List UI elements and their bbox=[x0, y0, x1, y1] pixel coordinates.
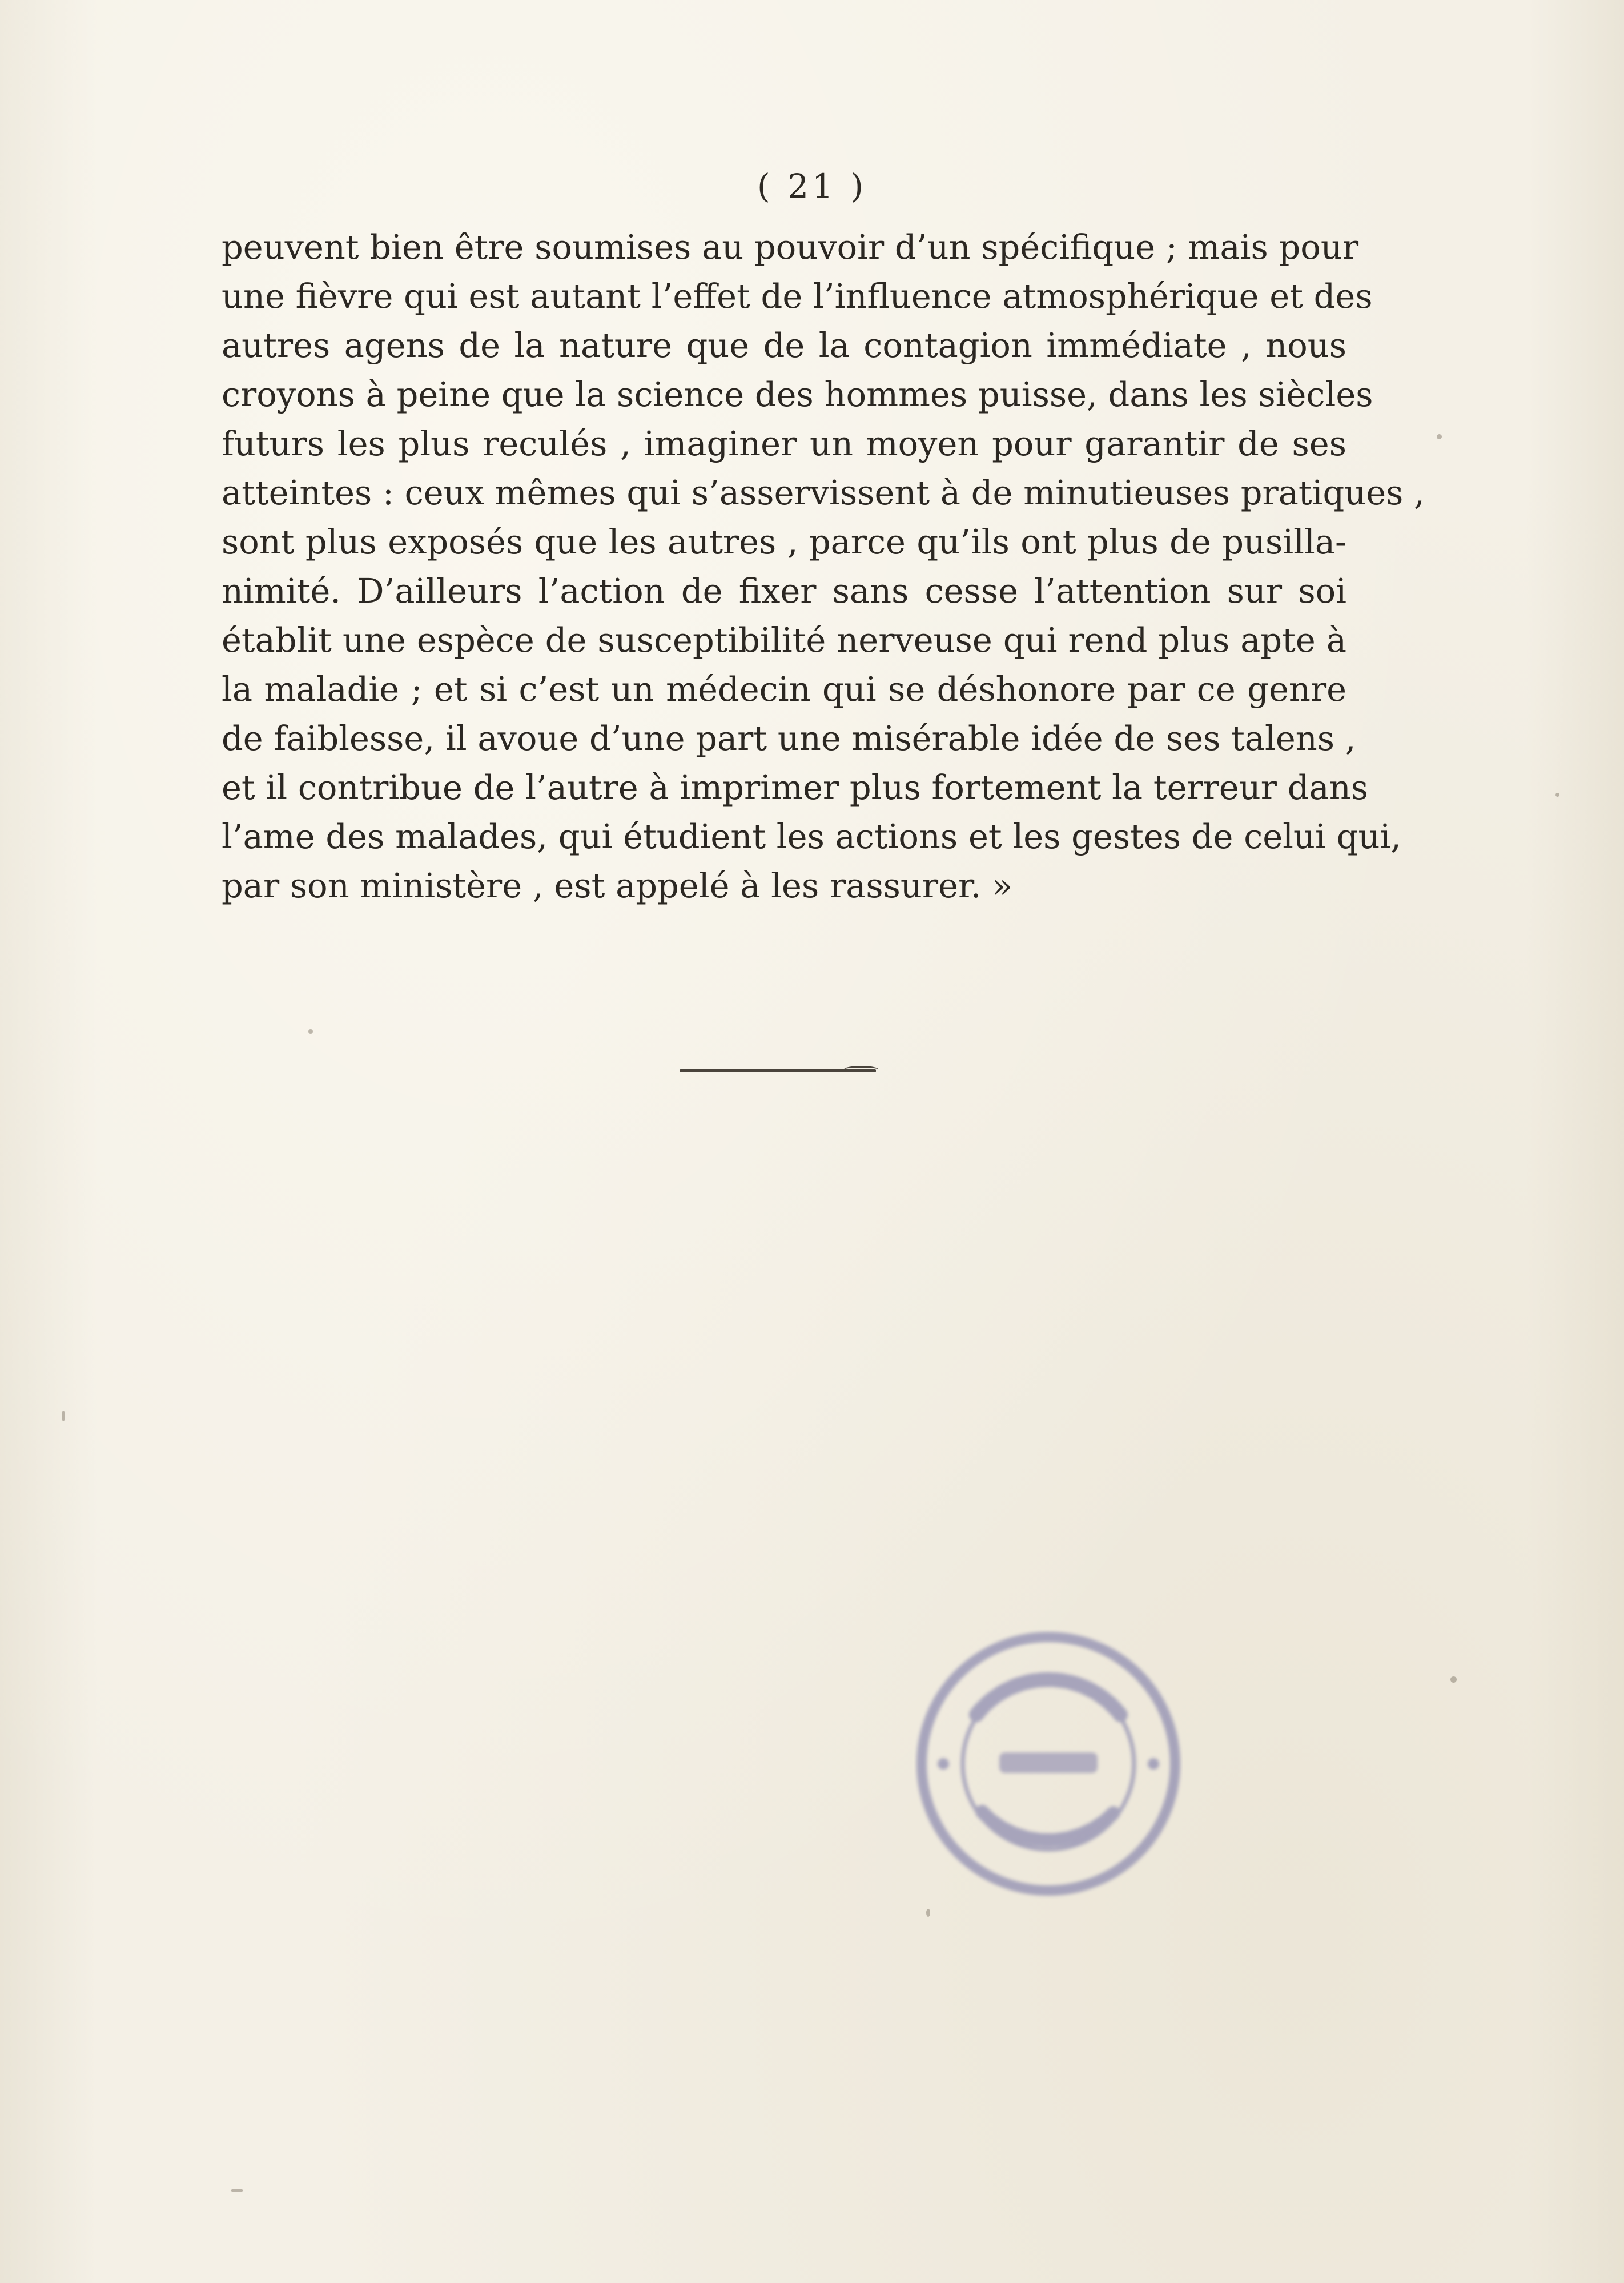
section-divider-flourish bbox=[844, 1066, 878, 1073]
text-line: futurs les plus reculés , imaginer un moyen pour garantir de ses bbox=[222, 424, 1346, 463]
stamp-center-mark bbox=[999, 1752, 1098, 1773]
text-line: atteintes : ceux mêmes qui s’asservissent à de minutieuses pratiques , bbox=[222, 473, 1425, 512]
body-text bbox=[222, 223, 1425, 910]
paper-speck bbox=[308, 1029, 313, 1034]
text-line: sont plus exposés que les autres , parce qu’ils ont plus de pusilla- bbox=[222, 522, 1346, 561]
stamp-side-dot bbox=[1148, 1758, 1159, 1770]
page-number: ( 21 ) bbox=[757, 167, 867, 206]
text-line: autres agens de la nature que de la contagion immédiate , nous bbox=[222, 326, 1346, 365]
paper-speck bbox=[62, 1411, 65, 1421]
stamp-upper-lettering bbox=[976, 1680, 1120, 1715]
text-line-final: par son ministère , est appelé à les rassurer. » bbox=[222, 866, 1013, 905]
library-stamp bbox=[914, 1629, 1183, 1899]
paper-speck bbox=[1437, 434, 1442, 439]
paper-speck bbox=[926, 1909, 930, 1917]
paper-speck bbox=[1555, 793, 1559, 797]
text-line: la maladie ; et si c’est un médecin qui se déshonore par ce genre bbox=[222, 669, 1346, 709]
text-line: et il contribue de l’autre à imprimer plus fortement la terreur dans bbox=[222, 768, 1368, 807]
stamp-side-dot bbox=[938, 1758, 949, 1770]
paper-speck bbox=[1450, 1676, 1457, 1683]
text-line: établit une espèce de susceptibilité nerveuse qui rend plus apte à bbox=[222, 620, 1346, 660]
text-line: peuvent bien être soumises au pouvoir d’un spécifique ; mais pour bbox=[222, 227, 1359, 267]
text-line: de faiblesse, il avoue d’une part une misérable idée de ses talens , bbox=[222, 719, 1356, 758]
text-line: nimité. D’ailleurs l’action de fixer sans cesse l’attention sur soi bbox=[222, 571, 1346, 611]
text-line: une fièvre qui est autant l’effet de l’influence atmosphérique et des bbox=[222, 276, 1373, 316]
text-line: l’ame des malades, qui étudient les actions et les gestes de celui qui, bbox=[222, 817, 1402, 856]
text-line: croyons à peine que la science des hommes puisse, dans les siècles bbox=[222, 375, 1373, 414]
paper-speck bbox=[231, 2189, 243, 2192]
